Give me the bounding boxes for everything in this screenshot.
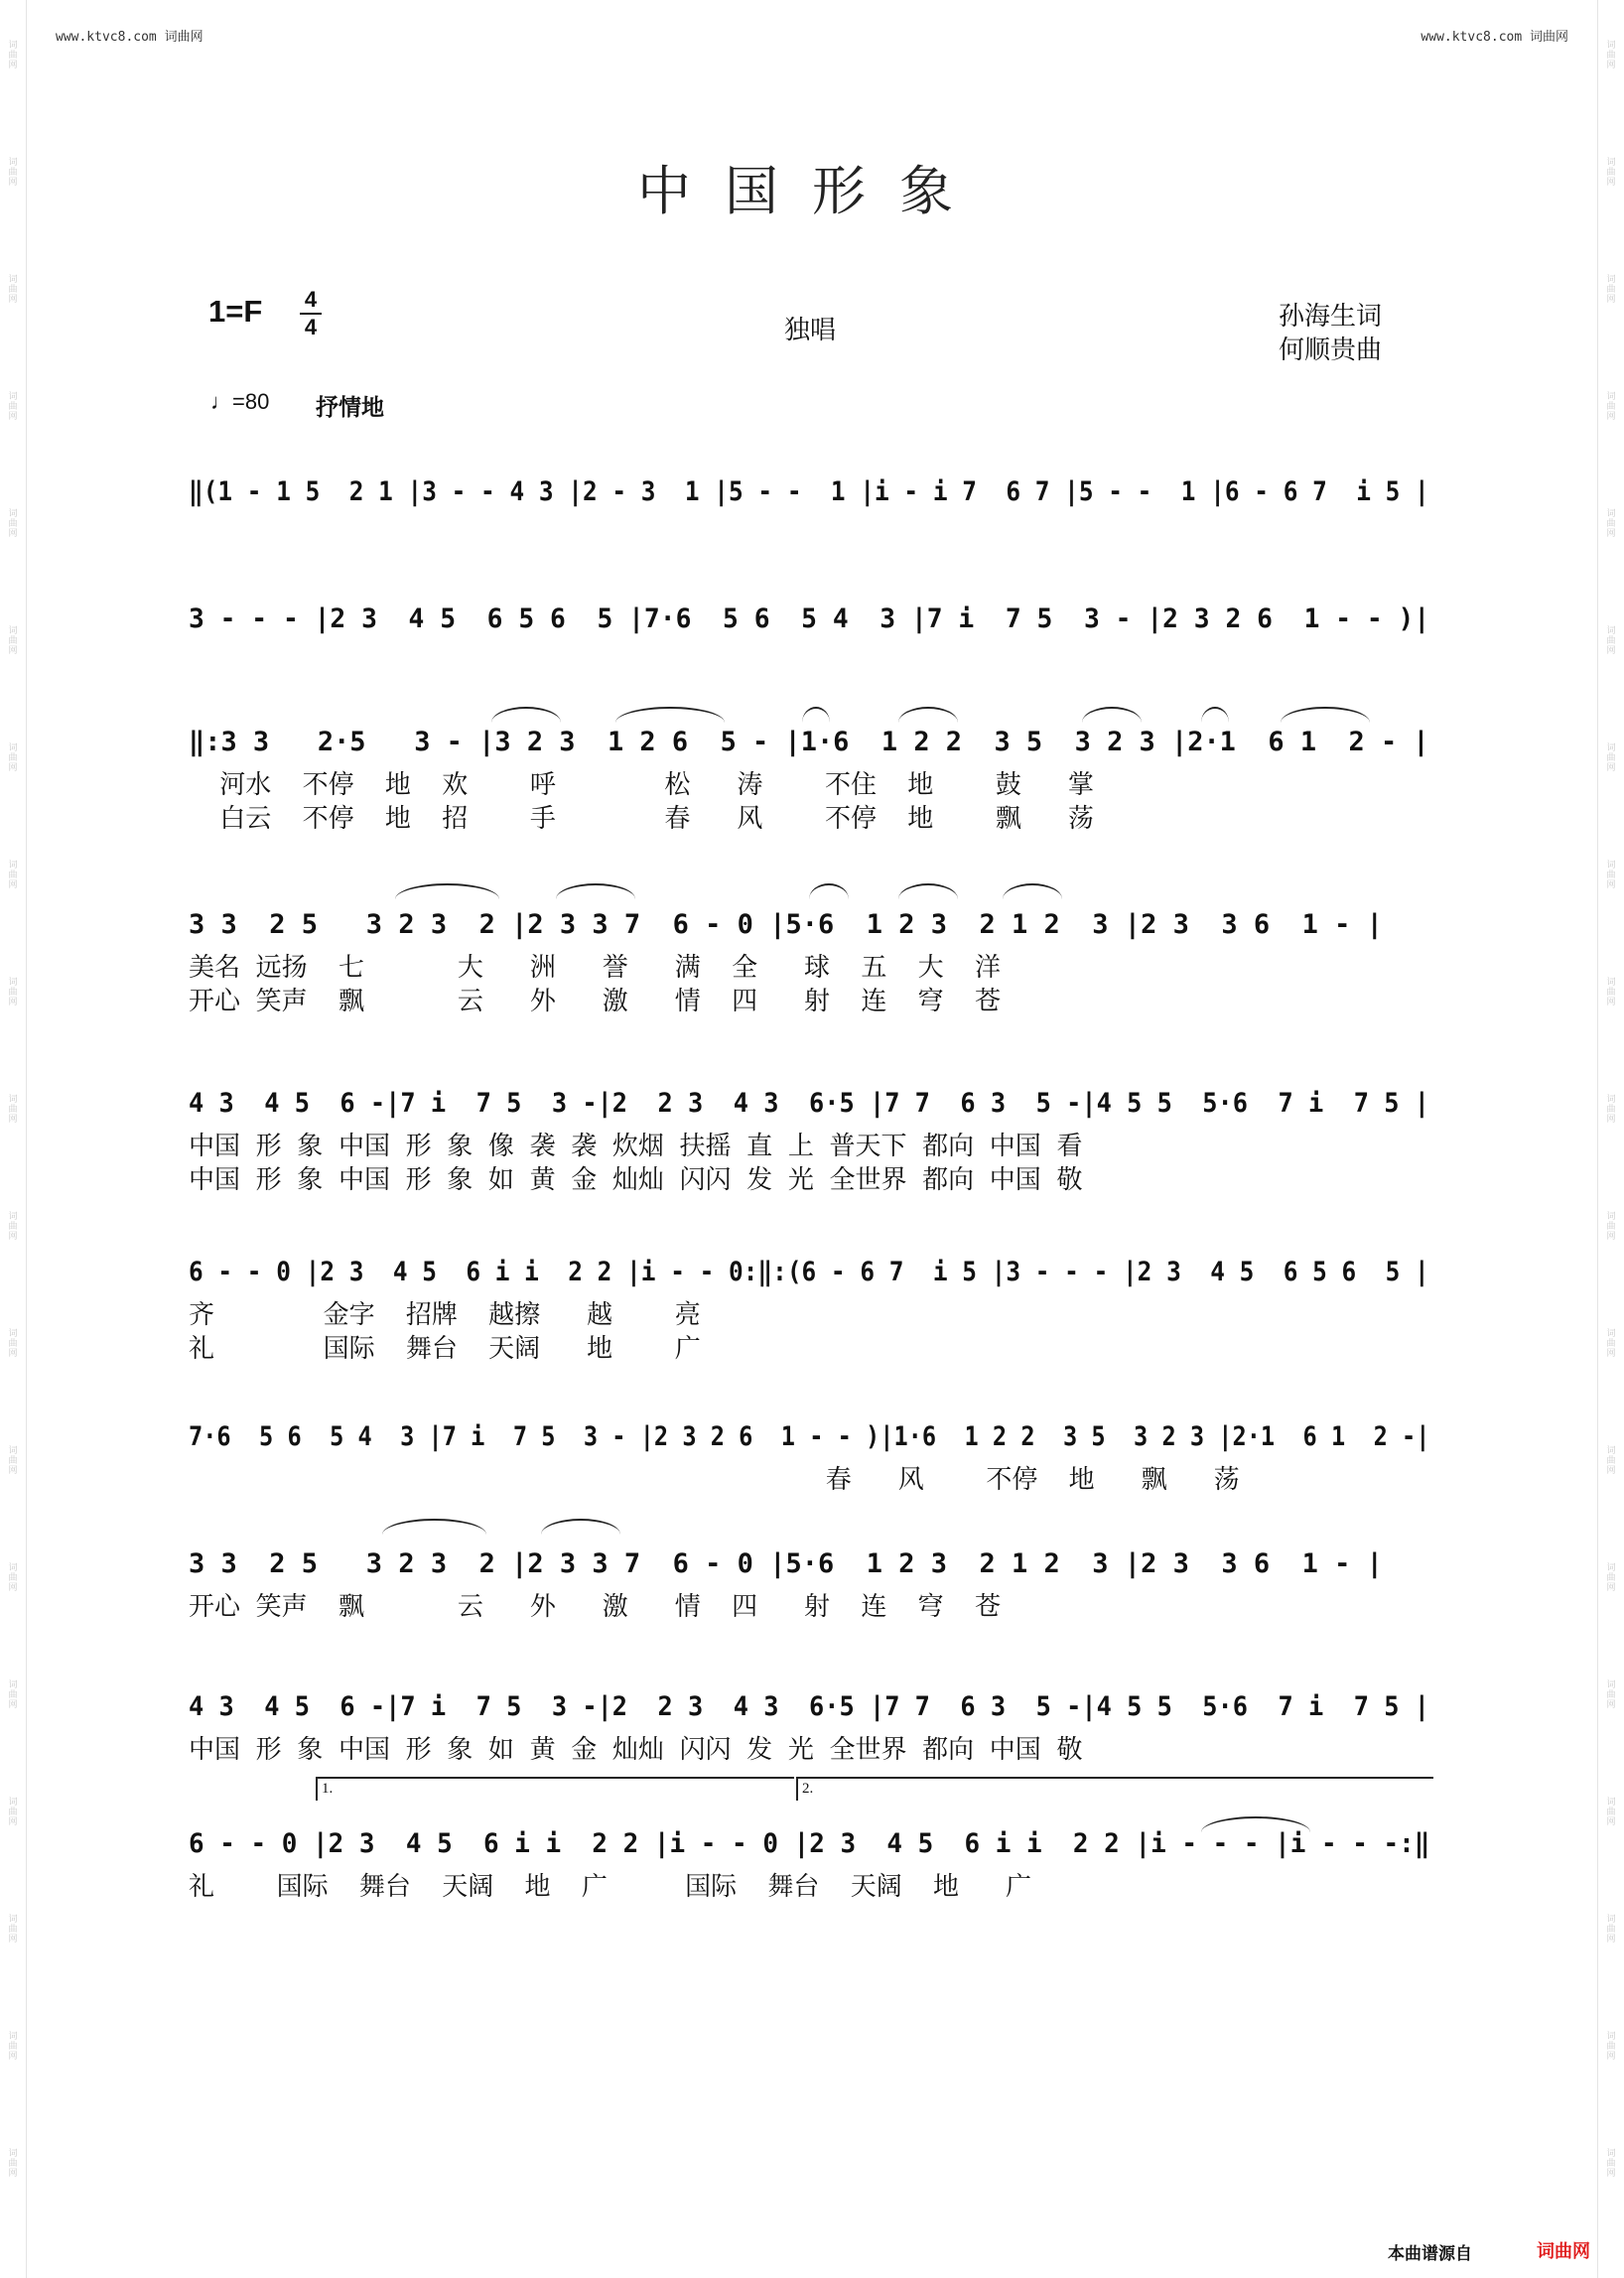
watermark-text: 词 曲 网: [8, 1211, 18, 1241]
watermark-text: 词 曲 网: [8, 1328, 18, 1358]
watermark-text: 词 曲 网: [1606, 860, 1616, 889]
time-signature: [300, 288, 322, 339]
header-site-left: www.ktvc8.com 词曲网: [56, 30, 203, 45]
watermark-text: 词 曲 网: [8, 2148, 18, 2178]
watermark-text: 词 曲 网: [8, 391, 18, 421]
notation-line: 4 3 4 5 6 -|7 i 7 5 3 -|2 2 3 4 3 6·5 |7 7 6 3 5 -|4 5 5 5·6 7 i 7 5 |: [189, 1088, 1429, 1119]
watermark-text: 词 曲 网: [1606, 40, 1616, 69]
watermark-text: 词 曲 网: [8, 1679, 18, 1709]
lyric-line: 春 风 不停 地 飘 荡: [189, 1465, 1240, 1495]
watermark-text: 词 曲 网: [1606, 1094, 1616, 1124]
second-ending-label: 2.: [802, 1781, 814, 1797]
watermark-text: 词 曲 网: [8, 1445, 18, 1475]
watermark-text: 词 曲 网: [8, 274, 18, 304]
left-margin-watermark: [0, 0, 27, 2278]
watermark-text: 词 曲 网: [1606, 742, 1616, 772]
performance-type: 独唱: [784, 315, 837, 344]
watermark-text: 词 曲 网: [1606, 1679, 1616, 1709]
footer-site-logo: 词曲网: [1537, 2241, 1590, 2261]
watermark-text: 词 曲 网: [8, 40, 18, 69]
meter-bottom: 4: [304, 315, 318, 339]
watermark-text: 词 曲 网: [1606, 1797, 1616, 1826]
watermark-text: 词 曲 网: [1606, 508, 1616, 538]
watermark-text: 词 曲 网: [1606, 157, 1616, 187]
first-ending-label: 1.: [322, 1781, 334, 1797]
right-margin-watermark: [1597, 0, 1624, 2278]
footer-source: 本曲谱源自: [1388, 2244, 1472, 2263]
watermark-text: 词 曲 网: [8, 1562, 18, 1592]
lyric-line: 河水 不停 地 欢 呼 松 涛 不住 地 鼓 掌: [189, 770, 1094, 800]
watermark-text: 词 曲 网: [1606, 625, 1616, 655]
watermark-text: 词 曲 网: [1606, 274, 1616, 304]
watermark-text: 词 曲 网: [8, 157, 18, 187]
lyric-line: 开心 笑声 飘 云 外 激 情 四 射 连 穹 苍: [189, 1592, 1001, 1622]
watermark-text: 词 曲 网: [1606, 391, 1616, 421]
watermark-text: 词 曲 网: [1606, 1328, 1616, 1358]
notation-line: ‖(1 - 1 5 2 1 |3 - - 4 3 |2 - 3 1 |5 - - 1 |i - i 7 6 7 |5 - - 1 |6 - 6 7 i 5 |: [189, 476, 1429, 507]
lyric-line: 白云 不停 地 招 手 春 风 不停 地 飘 荡: [189, 804, 1094, 834]
watermark-text: 词 曲 网: [1606, 2148, 1616, 2178]
watermark-text: 词 曲 网: [1606, 2031, 1616, 2061]
watermark-text: 词 曲 网: [8, 1914, 18, 1943]
song-title: 中国形象: [637, 160, 987, 222]
notation-line: 6 - - 0 |2 3 4 5 6 i i 2 2 |i - - 0 |2 3 4 5 6 i i 2 2 |i - - - |i - - -:‖: [189, 1828, 1430, 1859]
first-ending-bracket: [316, 1777, 794, 1801]
expression-mark: 抒情地: [316, 394, 384, 420]
watermark-text: 词 曲 网: [1606, 1211, 1616, 1241]
notation-line: 4 3 4 5 6 -|7 i 7 5 3 -|2 2 3 4 3 6·5 |7 7 6 3 5 -|4 5 5 5·6 7 i 7 5 |: [189, 1691, 1429, 1722]
notation-line: 3 - - - |2 3 4 5 6 5 6 5 |7·6 5 6 5 4 3 |7 i 7 5 3 - |2 3 2 6 1 - - )|: [189, 603, 1430, 634]
notation-line: ‖:3 3 2·5 3 - |3 2 3 1 2 6 5 - |1·6 1 2 2 3 5 3 2 3 |2·1 6 1 2 - |: [189, 727, 1429, 757]
lyric-line: 美名 远扬 七 大 洲 誉 满 全 球 五 大 洋: [189, 953, 1001, 983]
watermark-text: 词 曲 网: [1606, 1445, 1616, 1475]
watermark-text: 词 曲 网: [8, 860, 18, 889]
lyric-line: 中国 形 象 中国 形 象 像 袭 袭 炊烟 扶摇 直 上 普天下 都向 中国 看: [189, 1132, 1083, 1161]
lyricist-credit: 孙海生词: [1279, 301, 1383, 331]
lyric-line: 中国 形 象 中国 形 象 如 黄 金 灿灿 闪闪 发 光 全世界 都向 中国 敬: [189, 1165, 1083, 1195]
lyric-line: 中国 形 象 中国 形 象 如 黄 金 灿灿 闪闪 发 光 全世界 都向 中国 敬: [189, 1735, 1083, 1765]
watermark-text: 词 曲 网: [8, 508, 18, 538]
notation-line: 3 3 2 5 3 2 3 2 |2 3 3 7 6 - 0 |5·6 1 2 3 2 1 2 3 |2 3 3 6 1 - |: [189, 1548, 1383, 1579]
lyric-line: 礼 国际 舞台 天阔 地 广: [189, 1334, 701, 1364]
lyric-line: 开心 笑声 飘 云 外 激 情 四 射 连 穹 苍: [189, 987, 1001, 1016]
watermark-text: 词 曲 网: [8, 1094, 18, 1124]
second-ending-bracket: [796, 1777, 1433, 1801]
meter-top: 4: [304, 287, 318, 312]
key-signature: 1=F: [208, 294, 263, 329]
lyric-line: 齐 金字 招牌 越擦 越 亮: [189, 1300, 701, 1330]
watermark-text: 词 曲 网: [8, 2031, 18, 2061]
composer-credit: 何顺贵曲: [1279, 335, 1383, 364]
watermark-text: 词 曲 网: [1606, 1562, 1616, 1592]
watermark-text: 词 曲 网: [1606, 1914, 1616, 1943]
watermark-text: 词 曲 网: [8, 625, 18, 655]
watermark-text: 词 曲 网: [8, 742, 18, 772]
watermark-text: 词 曲 网: [1606, 977, 1616, 1006]
watermark-text: 词 曲 网: [8, 977, 18, 1006]
notation-line: 7·6 5 6 5 4 3 |7 i 7 5 3 - |2 3 2 6 1 - - )|1·6 1 2 2 3 5 3 2 3 |2·1 6 1 2 -|: [189, 1421, 1430, 1452]
lyric-line: 礼 国际 舞台 天阔 地 广 国际 舞台 天阔 地 广: [189, 1872, 1031, 1902]
watermark-text: 词 曲 网: [8, 1797, 18, 1826]
tempo-mark: ♩=80: [210, 389, 270, 414]
notation-line: 6 - - 0 |2 3 4 5 6 i i 2 2 |i - - 0:‖:(6 - 6 7 i 5 |3 - - - |2 3 4 5 6 5 6 5 |: [189, 1257, 1429, 1287]
header-site-right: www.ktvc8.com 词曲网: [1421, 30, 1568, 45]
notation-line: 3 3 2 5 3 2 3 2 |2 3 3 7 6 - 0 |5·6 1 2 3 2 1 2 3 |2 3 3 6 1 - |: [189, 909, 1383, 940]
